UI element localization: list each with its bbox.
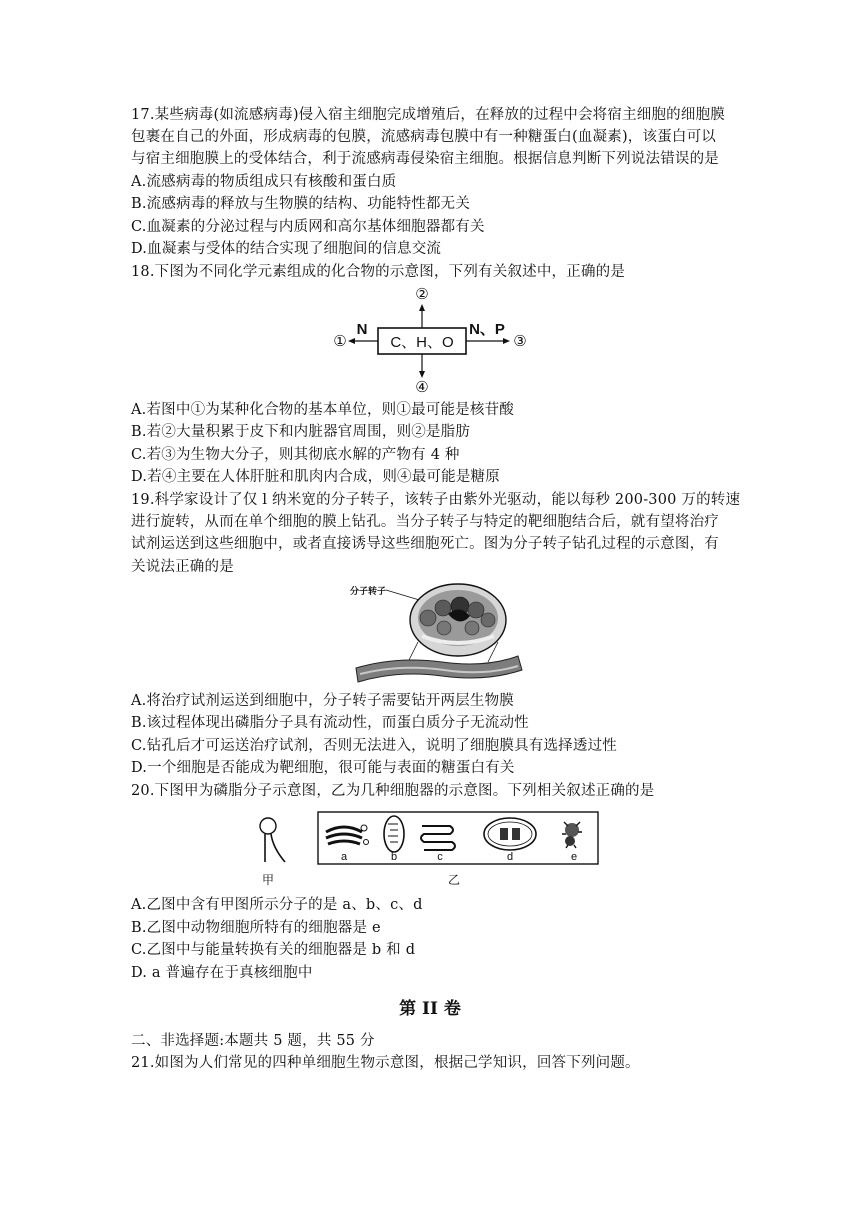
compound-element-diagram xyxy=(330,284,530,396)
chloroplast-icon xyxy=(484,818,536,850)
num-4: ④ xyxy=(415,379,429,396)
label-d: d xyxy=(506,851,514,863)
q21-stem: 21.如图为人们常见的四种单细胞生物示意图，根据己学知识，回答下列问题。 xyxy=(131,1055,640,1071)
q20-option-a: A.乙图中含有甲图所示分子的是 a、b、c、d xyxy=(131,897,423,913)
num-2: ② xyxy=(415,286,429,303)
q17-option-a: A.流感病毒的物质组成只有核酸和蛋白质 xyxy=(131,174,397,190)
arrow-right-head xyxy=(503,338,510,344)
q18-stem: 18.下图为不同化学元素组成的化合物的示意图，下列有关叙述中，正确的是 xyxy=(131,264,626,280)
q19-option-a: A.将治疗试剂运送到细胞中，分子转子需要钻开两层生物膜 xyxy=(131,693,514,709)
q17-stem-line-3: 与宿主细胞膜上的受体结合，利于流感病毒侵染宿主细胞。根据信息判断下列说法错误的是 xyxy=(131,151,719,167)
label-e: e xyxy=(570,851,578,863)
arrow-up-head xyxy=(419,304,425,311)
q20-stem: 20.下图甲为磷脂分子示意图，乙为几种细胞器的示意图。下列相关叙述正确的是 xyxy=(131,783,655,799)
q20-option-c: C.乙图中与能量转换有关的细胞器是 b 和 d xyxy=(131,942,416,958)
q19-option-c: C.钻孔后才可运送治疗试剂，否则无法进入，说明了细胞膜具有选择透过性 xyxy=(131,738,617,754)
bead xyxy=(468,602,484,618)
q20-option-d: D. a 普遍存在于真核细胞中 xyxy=(131,965,313,981)
q18-option-c: C.若③为生物大分子，则其彻底水解的产物有 4 种 xyxy=(131,447,460,463)
q18-option-b: B.若②大量积累于皮下和内脏器官周围，则②是脂肪 xyxy=(131,424,471,440)
q17-option-c: C.血凝素的分泌过程与内质网和高尔基体细胞器都有关 xyxy=(131,219,485,235)
num-1: ① xyxy=(333,333,347,350)
num-3: ③ xyxy=(513,333,527,350)
organelle-figure xyxy=(252,806,602,890)
phospholipid-tail xyxy=(265,834,285,862)
phospholipid-head xyxy=(260,818,276,834)
mitochondrion-icon xyxy=(384,816,404,852)
label-jia: 甲 xyxy=(261,873,275,887)
q17-option-d: D.血凝素与受体的结合实现了细胞间的信息交流 xyxy=(131,241,442,257)
label-a: a xyxy=(340,851,348,863)
bead xyxy=(481,613,495,627)
label-yi: 乙 xyxy=(447,873,461,887)
q19-option-b: B.该过程体现出磷脂分子具有流动性，而蛋白质分子无流动性 xyxy=(131,715,529,731)
part2-section: 二、非选择题:本题共 5 题，共 55 分 xyxy=(131,1033,375,1049)
bead xyxy=(420,610,436,626)
part2-title: 第 II 卷 xyxy=(399,999,461,1019)
q18-option-d: D.若④主要在人体肝脏和肌肉内合成，则④最可能是糖原 xyxy=(131,469,500,485)
q17-option-b: B.流感病毒的释放与生物膜的结构、功能特性都无关 xyxy=(131,196,471,212)
q19-stem-line-2: 进行旋转，从而在单个细胞的膜上钻孔。当分子转子与特定的靶细胞结合后，就有望将治疗 xyxy=(131,514,719,530)
arrow-left-head xyxy=(348,338,355,344)
bead xyxy=(465,621,479,635)
zoom-line-left xyxy=(408,642,418,662)
q19-stem-line-4: 关说法正确的是 xyxy=(131,559,234,575)
center-label: C、H、O xyxy=(390,334,454,351)
q17-stem-line-2: 包裹在自己的外面，形成病毒的包膜，流感病毒包膜中有一种糖蛋白(血凝素)，该蛋白可以 xyxy=(131,129,717,145)
arrow-down-head xyxy=(419,371,425,378)
q20-option-b: B.乙图中动物细胞所特有的细胞器是 e xyxy=(131,920,381,936)
q19-stem-line-3: 试剂运送到这些细胞中，或者直接诱导这些细胞死亡。图为分子转子钻孔过程的示意图，有 xyxy=(131,536,719,552)
left-element-label: N xyxy=(356,321,368,338)
label-c: c xyxy=(437,851,443,863)
q19-option-d: D.一个细胞是否能成为靶细胞，很可能与表面的糖蛋白有关 xyxy=(131,760,515,776)
q18-option-a: A.若图中①为某种化合物的基本单位，则①最可能是核苷酸 xyxy=(131,402,514,418)
q17-stem-line-1: 17.某些病毒(如流感病毒)侵入宿主细胞完成增殖后，在释放的过程中会将宿主细胞的细胞膜 xyxy=(131,107,725,123)
rotor-label: 分子转子 xyxy=(350,586,387,596)
label-b: b xyxy=(390,851,398,863)
right-element-label: N、P xyxy=(469,321,505,338)
molecular-rotor-figure xyxy=(348,580,524,686)
bead xyxy=(437,621,451,635)
q19-stem-line-1: 19.科学家设计了仅 l 纳米宽的分子转子，该转子由紫外光驱动，能以每秒 200-300 万的转速 xyxy=(131,492,741,508)
